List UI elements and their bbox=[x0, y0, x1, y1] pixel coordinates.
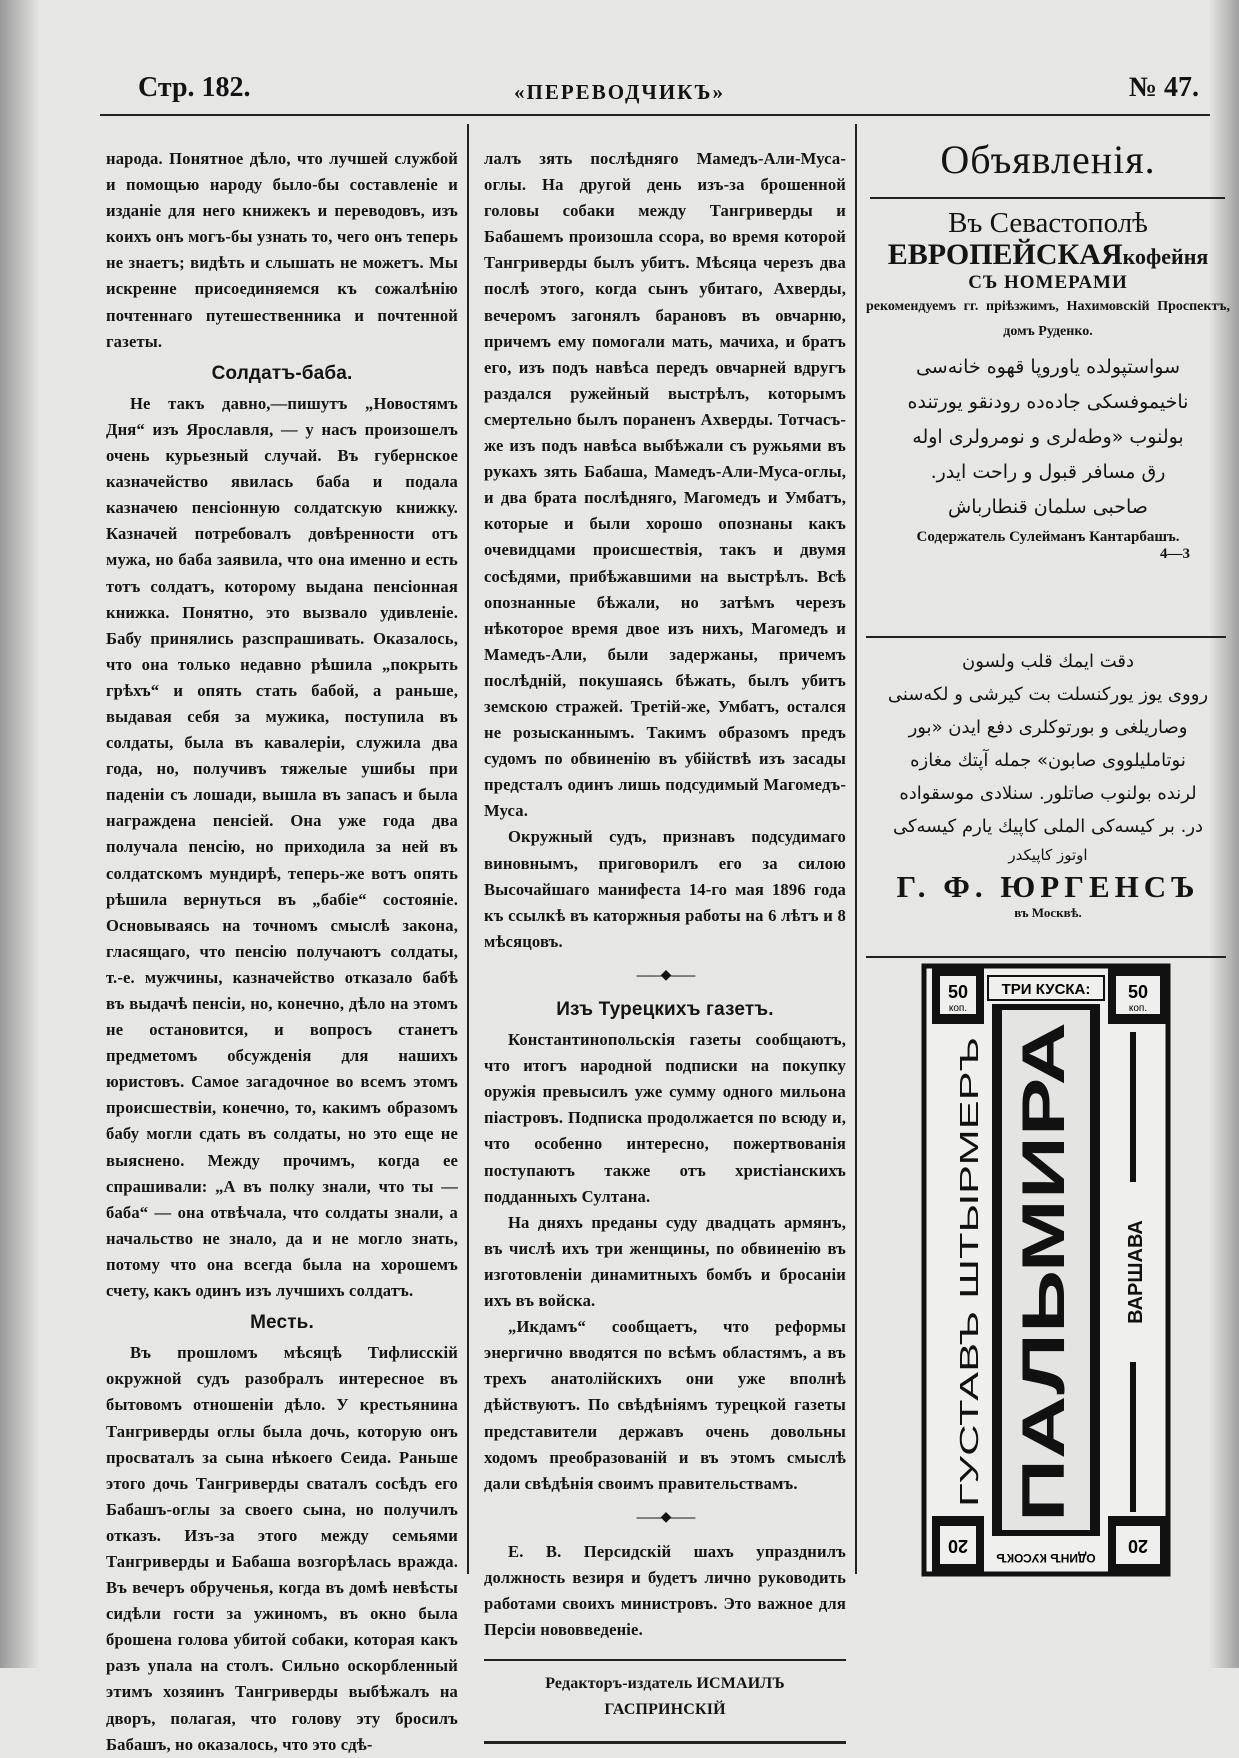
arabic-line: وصاریلغی و بورتوکلری دفع ایدن «بور bbox=[908, 717, 1188, 738]
price-top-left: 50 bbox=[947, 982, 969, 1002]
article-heading: Месть. bbox=[250, 1312, 314, 1334]
article-paragraph: Въ прошломъ мѣсяцѣ Тифлисскій окружной судъ разобралъ интересное въ бытовомъ отношеніи дѣло. У крестьянина Тангриверды оглы была дочь, которую онъ просваталъ за сына нѣкоего Сеида. Раньше этого дочь Тангриверды сваталъ сосѣдъ его Бабашъ-оглы за своего сына, но получилъ отказъ. Изъ-за этого между семьями Тангриверды и Бабаша возгорѣлась вражда. Въ вечеръ обрученья, когда въ домѣ невѣсты сидѣли гости за ужиномъ, въ окно была брошена голова убитой собаки, которая какъ разъ упала на столъ. Сильно оскорбленный этимъ хозяинъ Тангриверды выбѣжалъ на дворъ, полагая, что голову эту бросилъ Бабашъ, но оказалось, что это сдѣ- bbox=[106, 1343, 458, 1754]
maker-name: ГУСТАВЪ ШТЫРМЕРЪ bbox=[954, 1225, 984, 1507]
column-divider bbox=[855, 124, 857, 1574]
column-divider bbox=[467, 124, 469, 1574]
cafe-name-suffix: кофейня bbox=[1122, 244, 1209, 269]
ad-divider bbox=[866, 636, 1226, 638]
one-piece-label: ОДИНЪ КУСОКЪ bbox=[996, 1551, 1096, 1565]
article-paragraph: На дняхъ преданы суду двадцать армянъ, въ числѣ ихъ три женщины, по обвиненію въ изготовленіи динамитныхъ бомбъ и бросаніи ихъ въ войска. bbox=[484, 1212, 846, 1311]
arabic-line: بولنوب «وطه‌لری و نومرولری اوله‌ bbox=[912, 426, 1184, 448]
cafe-city: Въ Севастополѣ bbox=[948, 207, 1148, 239]
ornament-divider: ——◆—— bbox=[636, 967, 694, 983]
palmira-soap-advertisement bbox=[920, 962, 1172, 1578]
article-heading: Солдатъ-баба. bbox=[211, 362, 353, 384]
header-rule bbox=[100, 114, 1210, 116]
scan-edge-left bbox=[0, 0, 40, 1668]
article-paragraph: Е. В. Персидскій шахъ упразднилъ должность везиря и будетъ лично руководить работами своихъ министровъ. Это важное для Персіи нововведеніе. bbox=[484, 1541, 846, 1640]
price-top-right: 50 bbox=[1127, 982, 1149, 1002]
price-bottom-right: 20 bbox=[1127, 1536, 1149, 1556]
article-paragraph: „Икдамъ“ сообщаетъ, что реформы энергично вводятся по всѣмъ областямъ, а въ трехъ анатолійскихъ они уже вполнѣ дѣйствуютъ. По свѣдѣніямъ турецкой газеты представители державъ очень довольны ходомъ преобразованій и въ этомъ смыслѣ дали свѣдѣнія своимъ правительствамъ. bbox=[484, 1317, 846, 1493]
cafe-advertisement bbox=[866, 207, 1230, 563]
article-paragraph: народа. Понятное дѣло, что лучшей службой и помощью народу было-бы составленіе и изданіе для него книжекъ и переводовъ, изъ коихъ онъ могъ-бы узнать то, чего онъ теперь не знаетъ; видѣть и слышать не можетъ. Мы искренне присоединяемся къ сожалѣнію почтеннаго путешественника и почтенной газеты. bbox=[106, 149, 458, 351]
soap-city: въ Москвѣ. bbox=[1014, 905, 1082, 920]
cafe-text: рекомендуемъ гг. пріѣзжимъ, Нахимовскій Проспектъ, домъ Руденко. bbox=[866, 299, 1230, 339]
price-bottom-left: 20 bbox=[947, 1536, 969, 1556]
footer-rule bbox=[484, 1741, 846, 1744]
page-number: Стр. 182. bbox=[138, 72, 251, 103]
arabic-line: صاحبی سلمان قنطارباش bbox=[948, 496, 1148, 518]
cafe-name: ЕВРОПЕЙСКАЯ bbox=[887, 238, 1123, 271]
ads-title-rule bbox=[870, 197, 1225, 199]
soap-brand: Г. Ф. ЮРГЕНСЪ bbox=[896, 869, 1200, 904]
cafe-arabic-text bbox=[866, 350, 1230, 525]
three-pieces-label: ТРИ КУСКА: bbox=[1001, 981, 1091, 998]
issue-number: № 47. bbox=[1128, 72, 1199, 103]
product-name: ПАЛЬМИРА bbox=[1010, 1179, 1077, 1522]
article-paragraph: Не такъ давно,—пишутъ „Новостямъ Дня“ изъ Ярославля, — у насъ произошелъ очень курьезный случай. Въ губернское казначейство явилась баба и подала казначею пенсіонную солдатскую книжку. Казначей потребовалъ довѣренности отъ мужа, но баба заявила, что она именно и есть тотъ солдатъ, которому выдана пенсіонная книжка. Понятно, это вызвало удивленіе. Бабу принялись разспрашивать. Оказалось, что она только недавно рѣшила „покрыть грѣхъ“ и опять стать бабой, а раньше, выдавая себя за мужика, поступила въ солдаты, была въ кавалеріи, служила два года, но, получивъ тяжелые ушибы при паденіи съ лошади, вышла въ запасъ и была награждена пенсіей. Она уже года два получала пенсію, но приходила за ней въ солдатскомъ мундирѣ, теперь-же вотъ опять рѣшила вернуться въ „бабіе“ состояніе. Основываясь на точномъ смыслѣ закона, гласящаго, что пенсію получаютъ солдаты, т.-е. мужчины, казначейство отказало бабѣ въ выдачѣ пенсіи, но, конечно, дѣло на этомъ не остановится, и вопросъ станетъ предметомъ обсужденія для нашихъ юристовъ. Самое загадочное во всемъ этомъ происшествіи, конечно, то, какимъ образомъ бабу могли сдать въ солдаты, но это еще не выяснено. Между прочимъ, когда ее спрашивали: „А въ полку знали, что ты — баба“ — она отвѣчала, что солдаты знали, а начальство не знало, да и не могло знать, потому что она всегда была на хорошемъ счету, какъ одинъ изъ лучшихъ солдатъ. bbox=[106, 393, 458, 1301]
ad-run-count: 4—3 bbox=[1160, 546, 1190, 562]
column-1 bbox=[106, 146, 458, 1758]
soap-advertisement bbox=[866, 645, 1230, 921]
price-unit: коп. bbox=[948, 1003, 968, 1014]
arabic-line: سواستپولده یاوروپا قهوه خانه‌سی bbox=[915, 356, 1181, 378]
ad-divider bbox=[866, 956, 1226, 958]
newspaper-title: «ПЕРЕВОДЧИКЪ» bbox=[514, 80, 725, 104]
maker-city: ВАРШАВА bbox=[1125, 1220, 1147, 1324]
article-paragraph: Окружный судъ, признавъ подсудимаго виновнымъ, приговорилъ его за силою Высочайшаго манифеста 14-го мая 1896 года къ ссылкѣ въ каторжныя работы на 6 лѣтъ и 8 мѣсяцовъ. bbox=[484, 827, 846, 951]
arabic-line: رووی یوز یورکنسلت بت کیرشی و لکه‌سنی bbox=[887, 684, 1209, 705]
arabic-line: رق مسافر قبول و راحت ایدر. bbox=[930, 461, 1166, 483]
article-paragraph: лалъ зять послѣдняго Мамедъ-Али-Муса-оглы. На другой день изъ-за брошенной головы собаки между Тангриверды и Бабашемъ произошла ссора, во время которой Тангриверды былъ убитъ. Мѣсяца черезъ два послѣ этого, когда сынъ убитаго, Ахверды, вечеромъ загонялъ барановъ въ овчарню, причемъ ему помогали мать, мачиха, и братъ его, изъ подъ навѣса передъ овчарней вдругъ раздался ружейный выстрѣлъ, которымъ смертельно былъ пораненъ Ахверды. Тотчасъ-же изъ подъ навѣса выбѣжали съ ружьями въ рукахъ зять Бабаша, Мамедъ-Али-Муса-оглы, и два брата послѣдняго, Магомедъ и Умбатъ, которые и были хорошо опознаны какъ очевидцами происшествія, такъ и двумя сосѣдями, прибѣжавшими на выстрѣлъ. Всѣ опознанные бѣжали, но затѣмъ черезъ нѣкоторое время двое изъ нихъ, Магомедъ и Мамедъ-Али, были задержаны, причемъ послѣдній, покушаясь бѣжать, былъ убитъ земскою стражей. Третій-же, Умбатъ, остался не розысканнымъ. Такимъ образомъ предъ судомъ по обвиненію въ убійствѣ изъ засады предсталъ одинъ лишь подсудимый Магомедъ-Муса. bbox=[484, 149, 846, 821]
ornament-divider: ——◆—— bbox=[636, 1509, 694, 1525]
arabic-line: ناخیموفسکی جاده‌ده رودنقو یورتنده bbox=[907, 391, 1189, 413]
cafe-rooms: СЪ НОМЕРАМИ bbox=[968, 272, 1128, 293]
arabic-line: در. بر کیسه‌کی الملی کاپیك یارم کیسه‌کی bbox=[892, 816, 1204, 837]
arabic-line: اوتوز کاپیکدر bbox=[1008, 846, 1088, 864]
arabic-line: لرنده بولنوب صاتلور. سنلادی موسقواده bbox=[899, 783, 1197, 804]
editor-line: Редакторъ-издатель ИСМАИЛЪ ГАСПРИНСКІЙ bbox=[484, 1659, 846, 1723]
article-heading: Изъ Турецкихъ газетъ. bbox=[556, 999, 774, 1020]
ads-title: Объявленія. bbox=[940, 137, 1156, 182]
column-2 bbox=[484, 146, 846, 1744]
article-paragraph: Константинопольскія газеты сообщаютъ, что итогъ народной подписки на покупку оружія превысилъ уже сумму одного мильона піастровъ. Подписка продолжается по всюду и, что особенно интересно, пожертвованія поступаютъ также отъ христіанскихъ подданныхъ Султана. bbox=[484, 1030, 846, 1206]
cafe-owner: Содержатель Сулейманъ Кантарбашъ. bbox=[916, 529, 1180, 545]
price-unit: коп. bbox=[1128, 1003, 1148, 1014]
arabic-line: دقت ایمك قلب ولسون bbox=[961, 651, 1135, 672]
arabic-line: نوتاملیلووی صابون» جمله آپتك مغازه bbox=[910, 750, 1186, 771]
